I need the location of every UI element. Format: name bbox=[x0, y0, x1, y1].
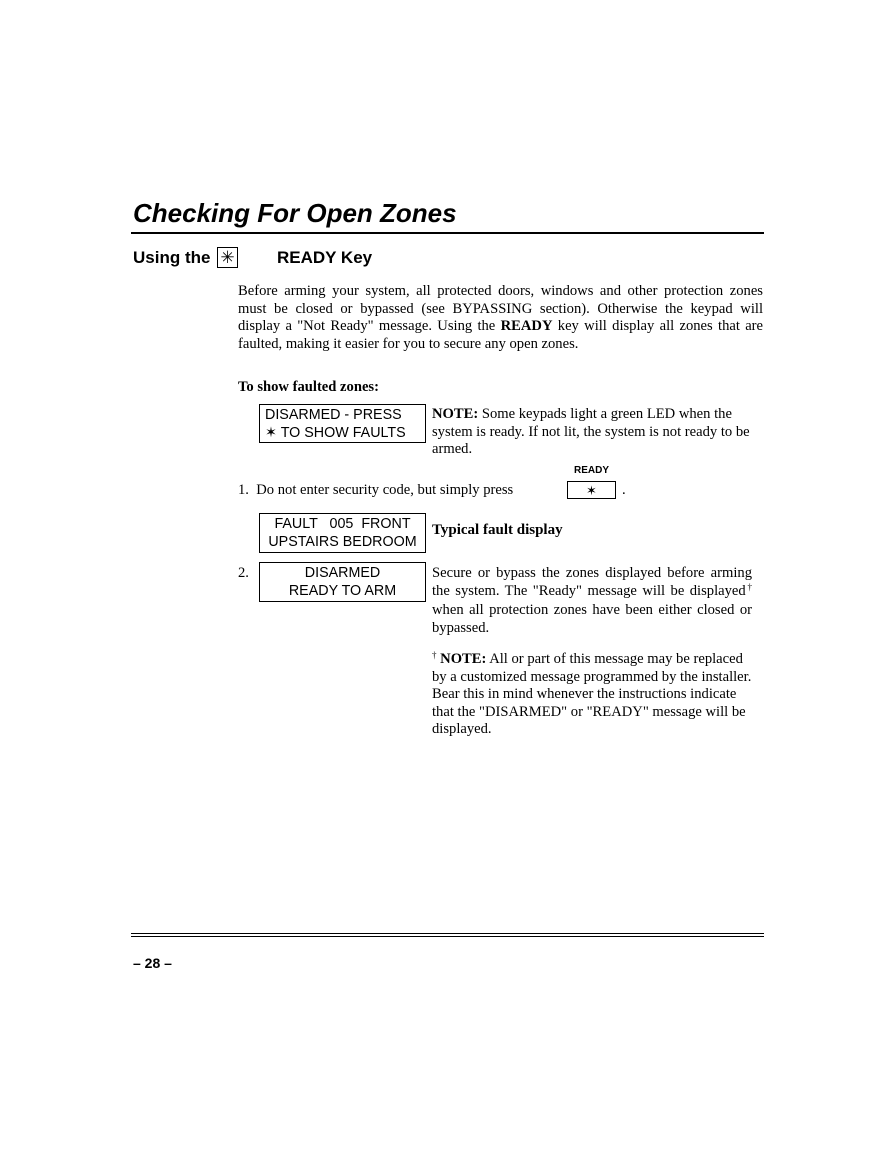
footer-divider bbox=[131, 936, 764, 937]
step-1-end: . bbox=[622, 482, 626, 498]
step-1-text: Do not enter security code, but simply press bbox=[256, 482, 514, 498]
ready-key-icon: ✳ bbox=[217, 247, 238, 268]
keypad-display-disarmed-press: DISARMED - PRESS ✶ TO SHOW FAULTS bbox=[259, 404, 426, 443]
page-title: Checking For Open Zones bbox=[133, 198, 457, 228]
keypad-display-ready-to-arm: DISARMED READY TO ARM bbox=[259, 562, 426, 602]
dagger-mark: † bbox=[745, 582, 752, 593]
note-green-led bbox=[432, 406, 752, 459]
step-1 bbox=[238, 482, 513, 499]
subheading-label: READY Key bbox=[277, 248, 373, 267]
page-number: – 28 – bbox=[133, 955, 172, 971]
keypad-display-fault: FAULT 005 FRONT UPSTAIRS BEDROOM bbox=[259, 513, 426, 553]
note-label: NOTE: bbox=[432, 406, 479, 422]
note-label: NOTE: bbox=[440, 651, 487, 667]
fault-display-caption: Typical fault display bbox=[432, 522, 563, 538]
step-2-text-after: when all protection zones have been either closed or bypassed. bbox=[432, 601, 752, 637]
ready-key-button-icon: ✶ bbox=[567, 481, 616, 499]
ready-key-label: READY bbox=[574, 465, 610, 476]
subheading-prefix: Using the bbox=[133, 248, 211, 267]
intro-ready-bold: READY bbox=[500, 318, 553, 335]
note-text: Some keypads light a green LED when the system is ready. If not lit, the system is not ready to be armed. bbox=[432, 406, 750, 458]
title-divider bbox=[131, 232, 764, 234]
intro-text-2: key will display all zones that are faulted, making it easier for you to secure any open zones. bbox=[238, 318, 764, 352]
step-1-number: 1. bbox=[238, 482, 249, 498]
intro-text-1: Before arming your system, all protected doors, windows and other protection zones must be closed or bypassed (see BYPASSING section). Otherwise the keypad will display a "Not Ready" message. Using the bbox=[238, 283, 763, 335]
footer-divider bbox=[131, 933, 764, 934]
step-2-number: 2. bbox=[238, 565, 249, 581]
note-custom-message bbox=[432, 651, 757, 739]
note-text: All or part of this message may be replaced by a customized message programmed by the installer. Bear this in mind whenever the instructions indicate that the "DISARMED" or "READY" message will be displayed. bbox=[432, 651, 752, 738]
dagger-mark: † bbox=[432, 650, 437, 660]
step-2-text-before: Secure or bypass the zones displayed before arming the system. The "Ready" message will be displayed bbox=[432, 565, 752, 600]
show-faulted-heading: To show faulted zones: bbox=[238, 379, 379, 395]
step-2-text bbox=[432, 564, 752, 638]
intro-paragraph bbox=[238, 283, 763, 353]
